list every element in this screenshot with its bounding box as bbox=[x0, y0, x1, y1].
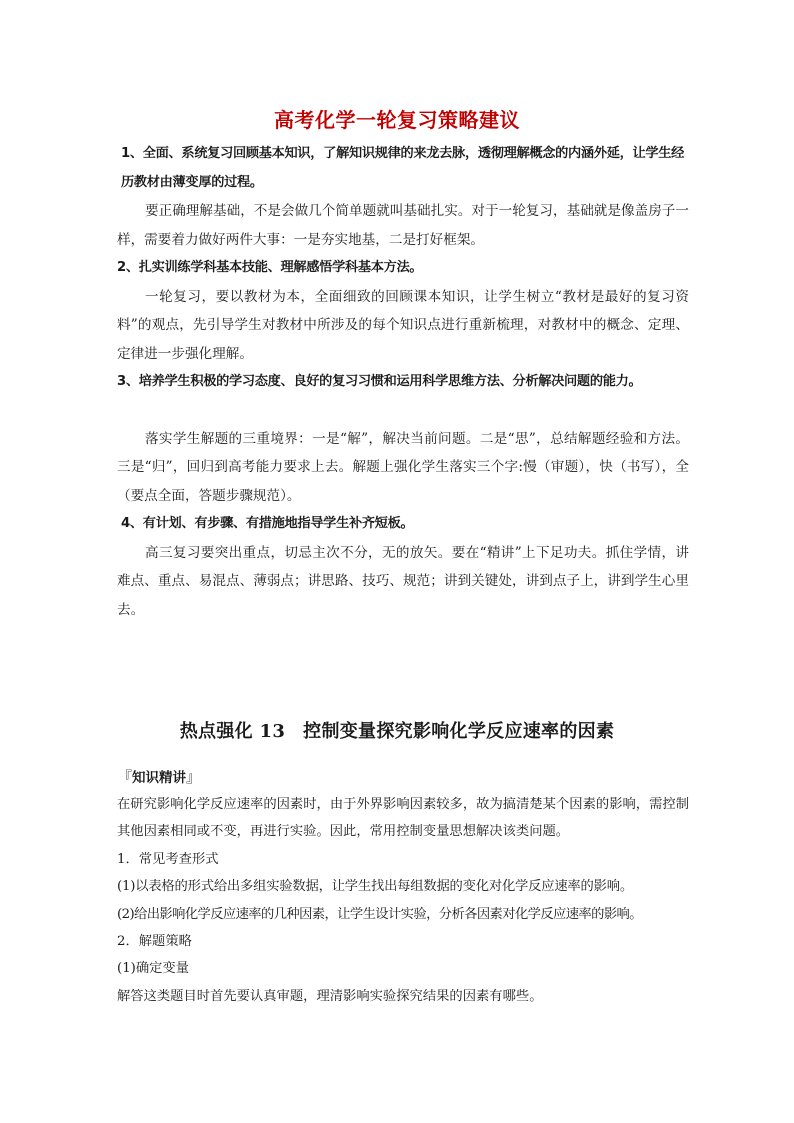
hotspot-heading bbox=[0, 717, 794, 743]
section-body: 一轮复习，要以教材为本，全面细致的回顾课本知识，让学生树立“教材是最好的复习资料”的观点，先引导学生对教材中所涉及的每个知识点进行重新梳理，对教材中的概念、定理、定律进一步强化理解。 bbox=[117, 288, 689, 362]
section-1 bbox=[117, 140, 689, 624]
item-title: 1．常见考查形式 bbox=[117, 851, 219, 867]
section-heading: 1、全面、系统复习回顾基本知识，了解知识规律的来龙去脉，透彻理解概念的内涵外延，让学生经历教材由薄变厚的过程。 bbox=[121, 146, 685, 190]
tag-open-bracket: 『 bbox=[117, 768, 133, 786]
section-body: 落实学生解题的三重境界：一是“解”，解决当前问题。二是“思”，总结解题经验和方法。三是“归”，回归到高考能力要求上去。解题上强化学生落实三个字:慢（审题），快（书写），全（要点全面，答题步骤规范）。 bbox=[117, 430, 689, 504]
section-body: 高三复习要突出重点，切忌主次不分，无的放矢。要在“精讲”上下足功夫。抓住学情，讲难点、重点、易混点、薄弱点；讲思路、技巧、规范；讲到关键处，讲到点子上，讲到学生心里去。 bbox=[117, 544, 689, 618]
knowledge-tag bbox=[117, 765, 201, 790]
item-line: (1)以表格的形式给出多组实验数据，让学生找出每组数据的变化对化学反应速率的影响。 bbox=[117, 879, 633, 895]
knowledge-section bbox=[117, 791, 689, 1010]
intro-paragraph: 在研究影响化学反应速率的因素时，由于外界影响因素较多，故为搞清楚某个因素的影响，需控制其他因素相同或不变，再进行实验。因此，常用控制变量思想解决该类问题。 bbox=[117, 797, 689, 840]
tag-close-bracket: 』 bbox=[186, 768, 202, 786]
section-heading: 4、有计划、有步骤、有措施地指导学生补齐短板。 bbox=[121, 516, 414, 531]
section-heading: 3、培养学生积极的学习态度、良好的复习习惯和运用科学思维方法、分析解决问题的能力。 bbox=[117, 374, 642, 389]
item-line: 解答这类题目时首先要认真审题，理清影响实验探究结果的因素有哪些。 bbox=[117, 988, 543, 1004]
blank-line bbox=[117, 397, 689, 425]
section-heading: 2、扎实训练学科基本技能、理解感悟学科基本方法。 bbox=[117, 260, 423, 275]
item-line: (2)给出影响化学反应速率的几种因素，让学生设计实验，分析各因素对化学反应速率的影响。 bbox=[117, 906, 642, 922]
section-body: 要正确理解基础，不是会做几个简单题就叫基础扎实。对于一轮复习，基础就是像盖房子一样，需要着力做好两件大事：一是夯实地基，二是打好框架。 bbox=[117, 203, 689, 248]
page-title: 高考化学一轮复习策略建议 bbox=[274, 108, 520, 132]
hotspot-label: 热点强化 13 bbox=[179, 721, 286, 742]
tag-text: 知识精讲 bbox=[132, 770, 187, 786]
hotspot-title: 控制变量探究影响化学反应速率的因素 bbox=[303, 721, 615, 742]
item-line: (1)确定变量 bbox=[117, 961, 190, 977]
item-title: 2．解题策略 bbox=[117, 934, 192, 950]
